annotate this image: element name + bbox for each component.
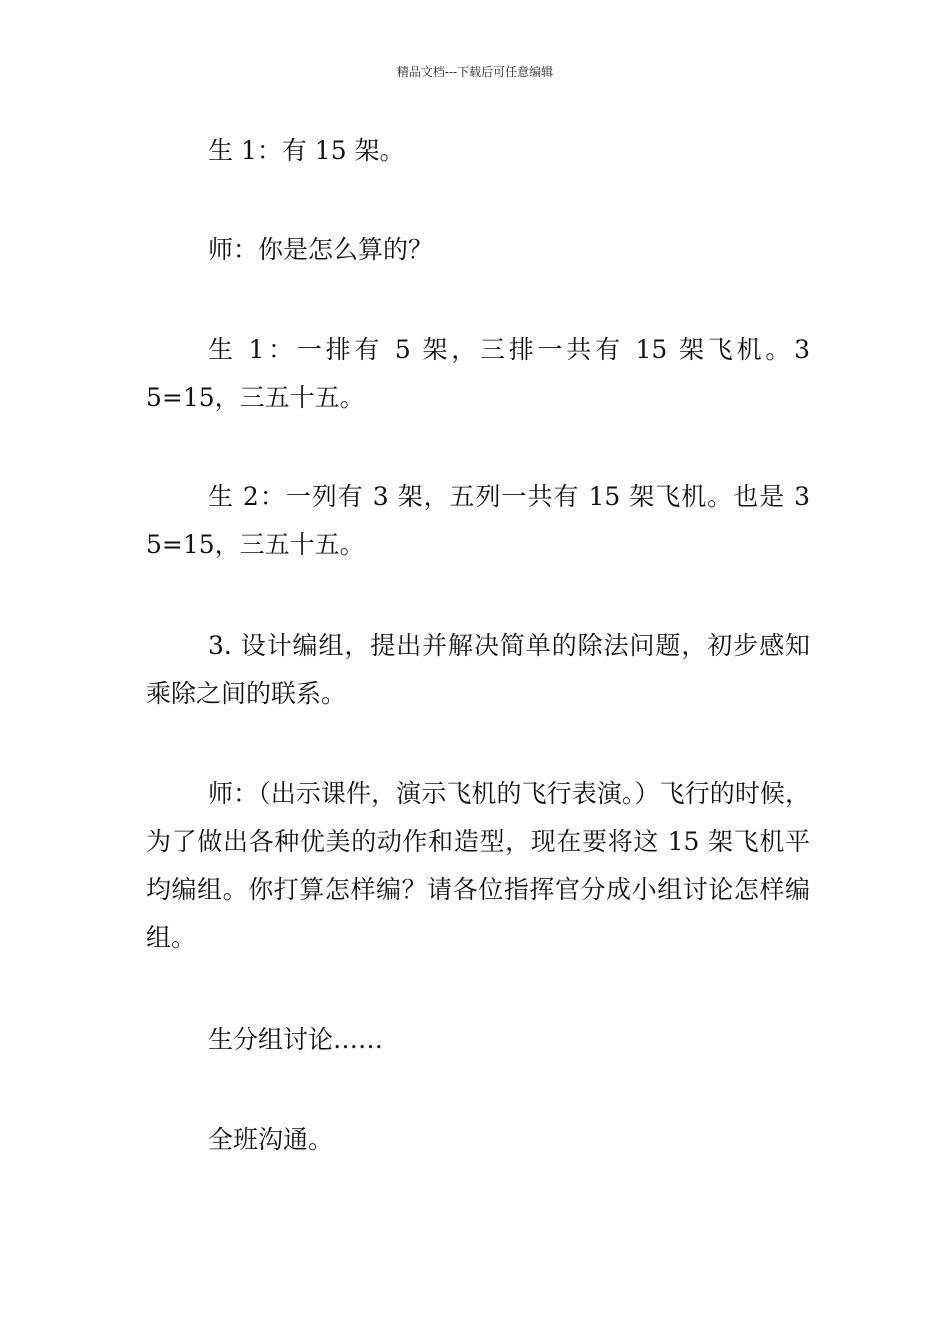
paragraph-teacher-instruction: 师：（出示课件，演示飞机的飞行表演。）飞行的时候，为了做出各种优美的动作和造型，现在要将这 15 架飞机平均编组。你打算怎样编？请各位指挥官分成小组讨论怎样编组。 bbox=[146, 779, 810, 952]
paragraph-student2-explanation: 生 2：一列有 3 架，五列一共有 15 架飞机。也是 3 5=15，三五十五。 bbox=[146, 482, 836, 559]
paragraph-group-discussion: 生分组讨论…… bbox=[208, 1025, 384, 1054]
paragraph-student1-explanation: 生 1：一排有 5 架，三排一共有 15 架飞机。3 5=15，三五十五。 bbox=[146, 335, 836, 412]
paragraph-class-communication: 全班沟通。 bbox=[208, 1125, 334, 1154]
page-header: 精品文档---下载后可任意编辑 bbox=[396, 65, 554, 79]
paragraph-step3-heading: 3. 设计编组，提出并解决简单的除法问题，初步感知乘除之间的联系。 bbox=[146, 631, 810, 708]
paragraph-teacher-question: 师：你是怎么算的？ bbox=[208, 235, 434, 264]
paragraph-student1-answer: 生 1：有 15 架。 bbox=[208, 136, 405, 165]
